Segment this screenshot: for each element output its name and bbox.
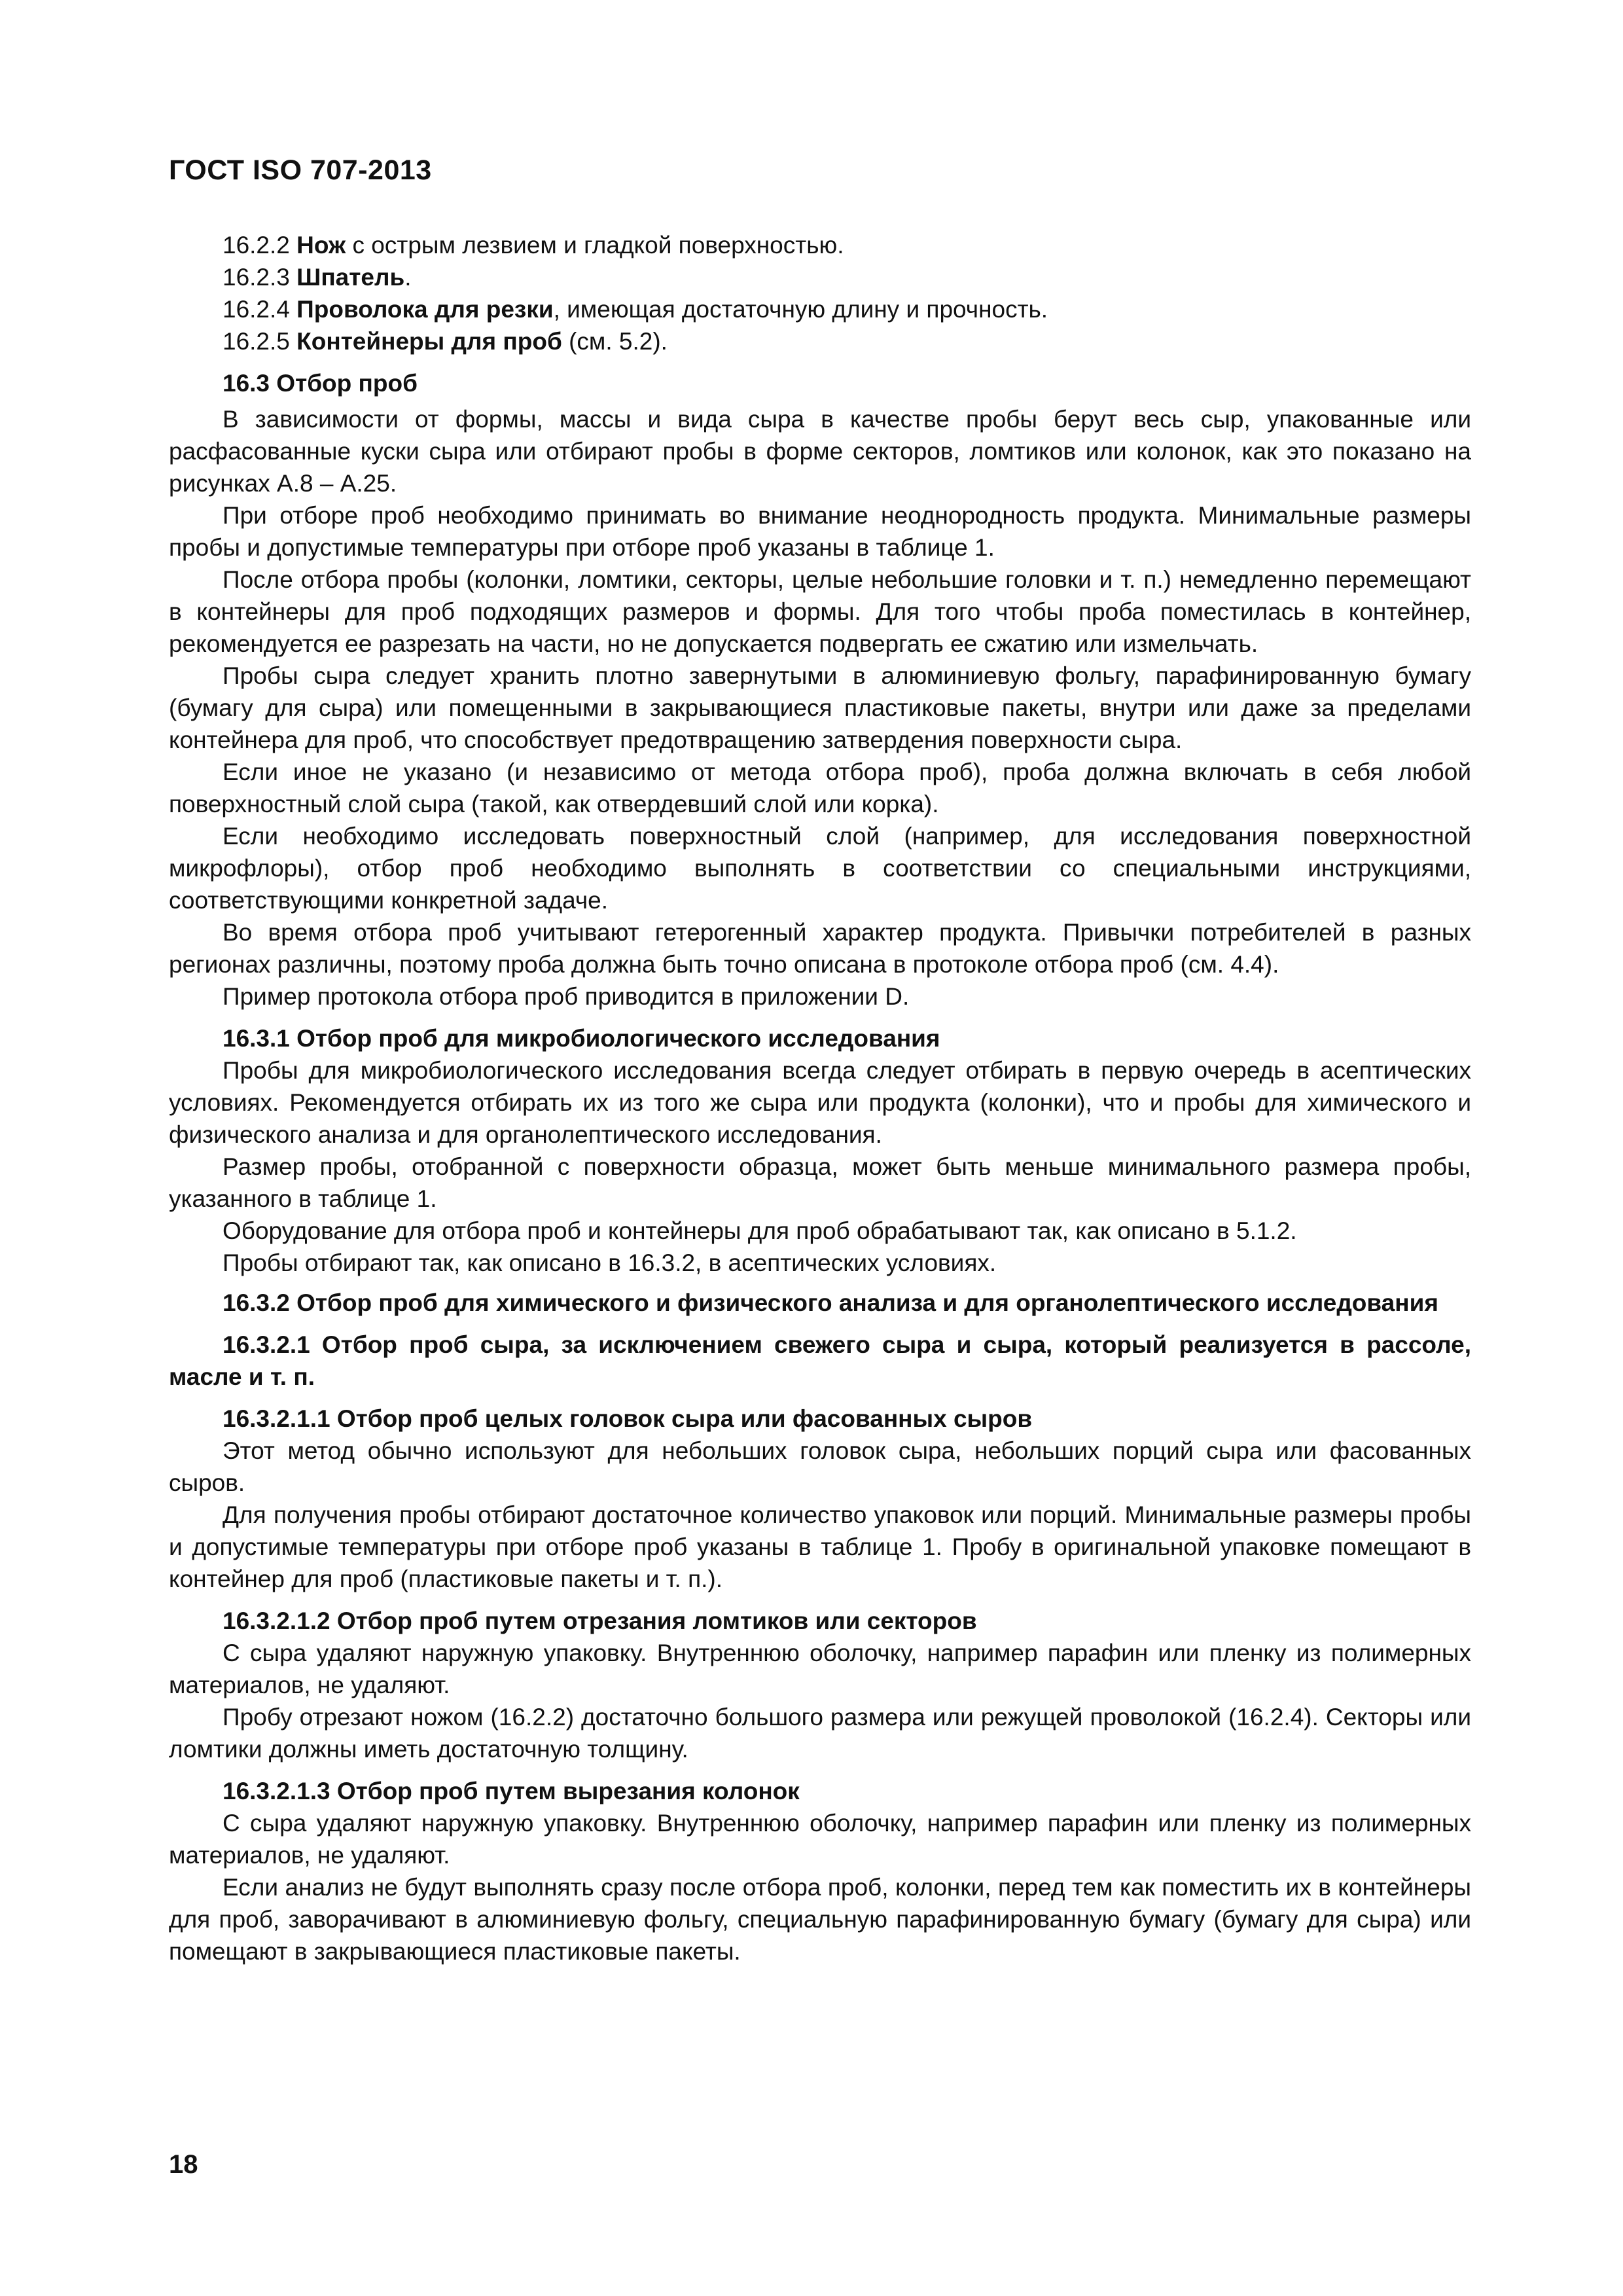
item-number: 16.2.2 [223, 232, 290, 259]
item-text: , имеющая достаточную длину и прочность. [553, 296, 1048, 323]
section-heading-16-3-2: 16.3.2 Отбор проб для химического и физического анализа и для органолептического исследования [223, 1289, 1438, 1316]
paragraph: Во время отбора проб учитывают гетерогенный характер продукта. Привычки потребителей в разных регионах различны, поэтому проба должна быть точно описана в протоколе отбора проб (см. 4.4). [169, 919, 1471, 978]
paragraph: Пробы для микробиологического исследования всегда следует отбирать в первую очередь в асептических условиях. Рекомендуется отбирать их из того же сыра или продукта (колонки), что и пробы для химического и физического анализа и для органолептического исследования. [169, 1057, 1471, 1148]
paragraph: В зависимости от формы, массы и вида сыра в качестве пробы берут весь сыр, упакованные или расфасованные куски сыра или отбирают пробы в форме секторов, ломтиков или колонок, как это показано на рисунках А.8 – А.25. [169, 406, 1471, 497]
paragraph: Пример протокола отбора проб приводится в приложении D. [223, 983, 910, 1010]
item-term: Шпатель [296, 264, 405, 291]
paragraph: Размер пробы, отобранной с поверхности образца, может быть меньше минимального размера пробы, указанного в таблице 1. [169, 1153, 1471, 1212]
paragraph: Если необходимо исследовать поверхностный слой (например, для исследования поверхностной микрофлоры), отбор проб необходимо выполнять в соответствии со специальными инструкциями, соответствующими конкретной задаче. [169, 823, 1471, 914]
item-text: (см. 5.2). [562, 328, 668, 355]
section-heading-16-3-2-1: 16.3.2.1 Отбор проб сыра, за исключением свежего сыра и сыра, который реализуется в рассоле, масле и т. п. [169, 1331, 1471, 1390]
paragraph: С сыра удаляют наружную упаковку. Внутреннюю оболочку, например парафин или пленку из полимерных материалов, не удаляют. [169, 1810, 1471, 1869]
item-number: 16.2.5 [223, 328, 290, 355]
paragraph: С сыра удаляют наружную упаковку. Внутреннюю оболочку, например парафин или пленку из полимерных материалов, не удаляют. [169, 1640, 1471, 1698]
list-item-16-2-5 [169, 325, 1471, 357]
paragraph: Оборудование для отбора проб и контейнеры для проб обрабатывают так, как описано в 5.1.2. [223, 1217, 1297, 1244]
list-item-16-2-3 [169, 261, 1471, 293]
paragraph: Пробу отрезают ножом (16.2.2) достаточно большого размера или режущей проволокой (16.2.4). Секторы или ломтики должны иметь достаточную толщину. [169, 1704, 1471, 1763]
paragraph: Пробы отбирают так, как описано в 16.3.2, в асептических условиях. [223, 1249, 997, 1276]
paragraph: Если анализ не будут выполнять сразу после отбора проб, колонки, перед тем как поместить их в контейнеры для проб, заворачивают в алюминиевую фольгу, специальную парафинированную бумагу (бумагу для сыра) или помещают в закрывающиеся пластиковые пакеты. [169, 1874, 1471, 1965]
section-heading-16-3-2-1-3: 16.3.2.1.3 Отбор проб путем вырезания колонок [223, 1778, 800, 1804]
item-term: Контейнеры для проб [296, 328, 562, 355]
paragraph: После отбора пробы (колонки, ломтики, секторы, целые небольшие головки и т. п.) немедленно перемещают в контейнеры для проб подходящих размеров и формы. Для того чтобы проба поместилась в контейнер, рекомендуется ее разрезать на части, но не допускается подвергать ее сжатию или измельчать. [169, 566, 1471, 657]
paragraph: Если иное не указано (и независимо от метода отбора проб), проба должна включать в себя любой поверхностный слой сыра (такой, как отвердевший слой или корка). [169, 759, 1471, 817]
section-heading-16-3-1: 16.3.1 Отбор проб для микробиологического исследования [223, 1025, 940, 1052]
paragraph: Для получения пробы отбирают достаточное количество упаковок или порций. Минимальные размеры пробы и допустимые температуры при отборе проб указаны в таблице 1. Пробу в оригинальной упаковке помещают в контейнер для проб (пластиковые пакеты и т. п.). [169, 1501, 1471, 1592]
item-term: Нож [296, 232, 346, 259]
page-number: 18 [169, 2150, 198, 2179]
paragraph: При отборе проб необходимо принимать во внимание неоднородность продукта. Минимальные размеры пробы и допустимые температуры при отборе проб указаны в таблице 1. [169, 502, 1471, 561]
item-text: . [404, 264, 412, 291]
section-heading-16-3-2-1-1: 16.3.2.1.1 Отбор проб целых головок сыра или фасованных сыров [223, 1405, 1033, 1432]
section-heading-16-3-2-1-2: 16.3.2.1.2 Отбор проб путем отрезания ломтиков или секторов [223, 1607, 977, 1634]
item-text: с острым лезвием и гладкой поверхностью. [346, 232, 844, 259]
item-term: Проволока для резки [296, 296, 554, 323]
item-number: 16.2.4 [223, 296, 290, 323]
section-heading-16-3: 16.3 Отбор проб [223, 370, 418, 397]
document-body [169, 229, 1471, 1967]
list-item-16-2-4 [169, 293, 1471, 325]
item-number: 16.2.3 [223, 264, 290, 291]
document-header: ГОСТ ISO 707-2013 [169, 154, 432, 186]
paragraph: Пробы сыра следует хранить плотно завернутыми в алюминиевую фольгу, парафинированную бумагу (бумагу для сыра) или помещенными в закрывающиеся пластиковые пакеты, внутри или даже за пределами контейнера для проб, что способствует предотвращению затвердения поверхности сыра. [169, 662, 1471, 753]
list-item-16-2-2 [169, 229, 1471, 261]
paragraph: Этот метод обычно используют для небольших головок сыра, небольших порций сыра или фасованных сыров. [169, 1437, 1471, 1496]
